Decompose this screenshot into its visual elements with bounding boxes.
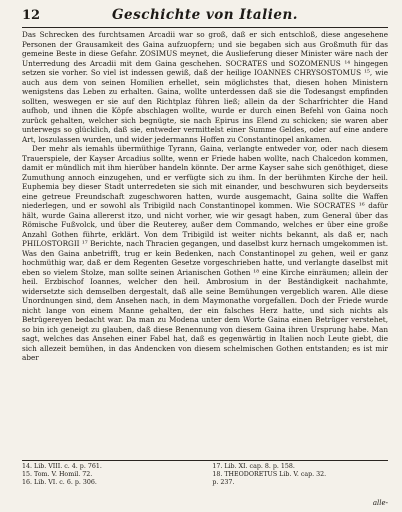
footnote-18: 18. THEODORETUS Lib. V. cap. 32. xyxy=(212,471,327,479)
catchword: alle- xyxy=(372,499,388,507)
footnote-18-continued: p. 237. xyxy=(212,479,235,487)
footnote-15: 15. Tom. V. Homil. 72. xyxy=(22,471,93,479)
paragraph-2: Der mehr als iemahls übermüthige Tyrann, Gaina, verlangte entweder vor, oder nach diesem Trauerspiele, der Kayser Arcadius sollte, wenn er Friede haben wollte, nach Chalcedon kommen, damit er mündlich mit ihm hierüber handeln könnte. Der arme Kayser sahe sich genöthiget, diese Zumuthung annoch einzugehen, und er verfügte sich zu ihm. In der berühmten Kirche der heil. Euphemia bey dieser Stadt unterredeten sie sich mit einander, und beschwuren sich beyderseits eine getreue Freundschaft zugeschworen hatten, wurde ausgemacht, Gaina sollte die Waffen niederlegen, und er sowohl als Tribigild nach Constantinopel kommen. Wie SOCRATES ¹⁶ dafür hält, wurde Gaina allererst itzo, und nicht vorher, wie wir gesagt haben, zum General über das Römische Fußvolck, und über die Reuterey, außer dem Commando, welches er über eine große Anzahl Gothen führte, erklärt. Von dem Tribigild ist weiter nichts bekannt, als daß er, nach PHILOSTORGII ¹⁷ Berichte, nach Thracien gegangen, und daselbst kurz hernach umgekommen ist. Was den Gaina anbetrifft, trug er kein Bedenken, nach Constantinopel zu gehen, weil er ganz hochmüthig war, daß er dem Regenten Gesetze vorgeschrieben hatte, und verlangte daselbst mit eben so vielem Stolze, man sollte seinen Arianischen Gothen ¹⁸ eine Kirche einräumen; allein der heil. Erzbischof Ioannes, welcher den heil. Ambrosium in der Beständigkeit nachahmte, widersetzte sich demselben dergestalt, daß alle seine Bemühungen vergeblich waren. Alle diese Unordnungen sind, dem Ansehen nach, in dem Maymonathe vorgefallen. Doch der Friede wurde nicht lange von einem Manne gehalten, der ein falsches Herz hatte, und sich nichts als Betrügereyen bedacht war. Da man zu Modena unter dem Worte Gaina einen Betrüger verstehet, so bin ich geneigt zu glauben, daß diese Benennung von diesem Gaina ihren Ursprung habe. Man sagt, welches das Ansehen einer Fabel hat, daß es gegenwärtig in Italien noch Leute giebt, die sich allezeit bemühen, in das Andencken von diesem schelmischen Gothen entstanden; es ist mir aber xyxy=(22,144,388,362)
paragraph-1: Das Schrecken des furchtsamen Arcadii war so groß, daß er sich entschloß, diese angesehene Personen der Grausamkeit des Gaina aufzuopfern; und sie begaben sich aus Großmuth für das gemeine Beste in diese Gefahr. ZOSIMUS meynet, die Auslieferung dieser Minister wäre nach der Unterredung des Arcadii mit dem Gaina geschehen. SOCRATES und SOZOMENUS ¹⁴ hingegen setzen sie vorher. So viel ist indessen gewiß, daß der heilige IOANNES CHRYSOSTOMUS ¹⁵, wie auch aus dem von seinen Homilien erhellet, sein möglichstes that, diesen hohen Ministern wenigstens das Leben zu erhalten. Gaina, wollte unterdessen daß sie die Todesangst empfinden sollten, weswegen er sie auf den Richtplaz führen ließ; allein da der Scharfrichter die Hand aufhob, und ihnen die Köpfe abschlagen wollte, wurde er durch einen Befehl von Gaina noch zurück gehalten, welcher sich begnügte, sie nach Epirus ins Elend zu schicken; sie waren aber unterwegs so glücklich, daß sie, entweder vermittelst einer Summe Geldes, oder auf eine andere Art, loszulassen wurden, und wider jedermanns Hoffen zu Constantinopel ankamen. xyxy=(22,30,388,144)
main-text xyxy=(22,30,388,458)
footnote-14: 14. Lib. VIII. c. 4. p. 761. xyxy=(22,463,102,470)
footnotes xyxy=(22,460,388,488)
running-header xyxy=(22,7,388,28)
footnotes-right xyxy=(212,463,388,488)
footnote-16: 16. Lib. VI. c. 6. p. 306. xyxy=(22,479,97,487)
footnote-17: 17. Lib. XI. cap. 8. p. 158. xyxy=(212,463,295,470)
page-title: Geschichte von Italien. xyxy=(112,7,298,23)
page-number: 12 xyxy=(22,8,41,23)
footnotes-left xyxy=(22,463,198,488)
